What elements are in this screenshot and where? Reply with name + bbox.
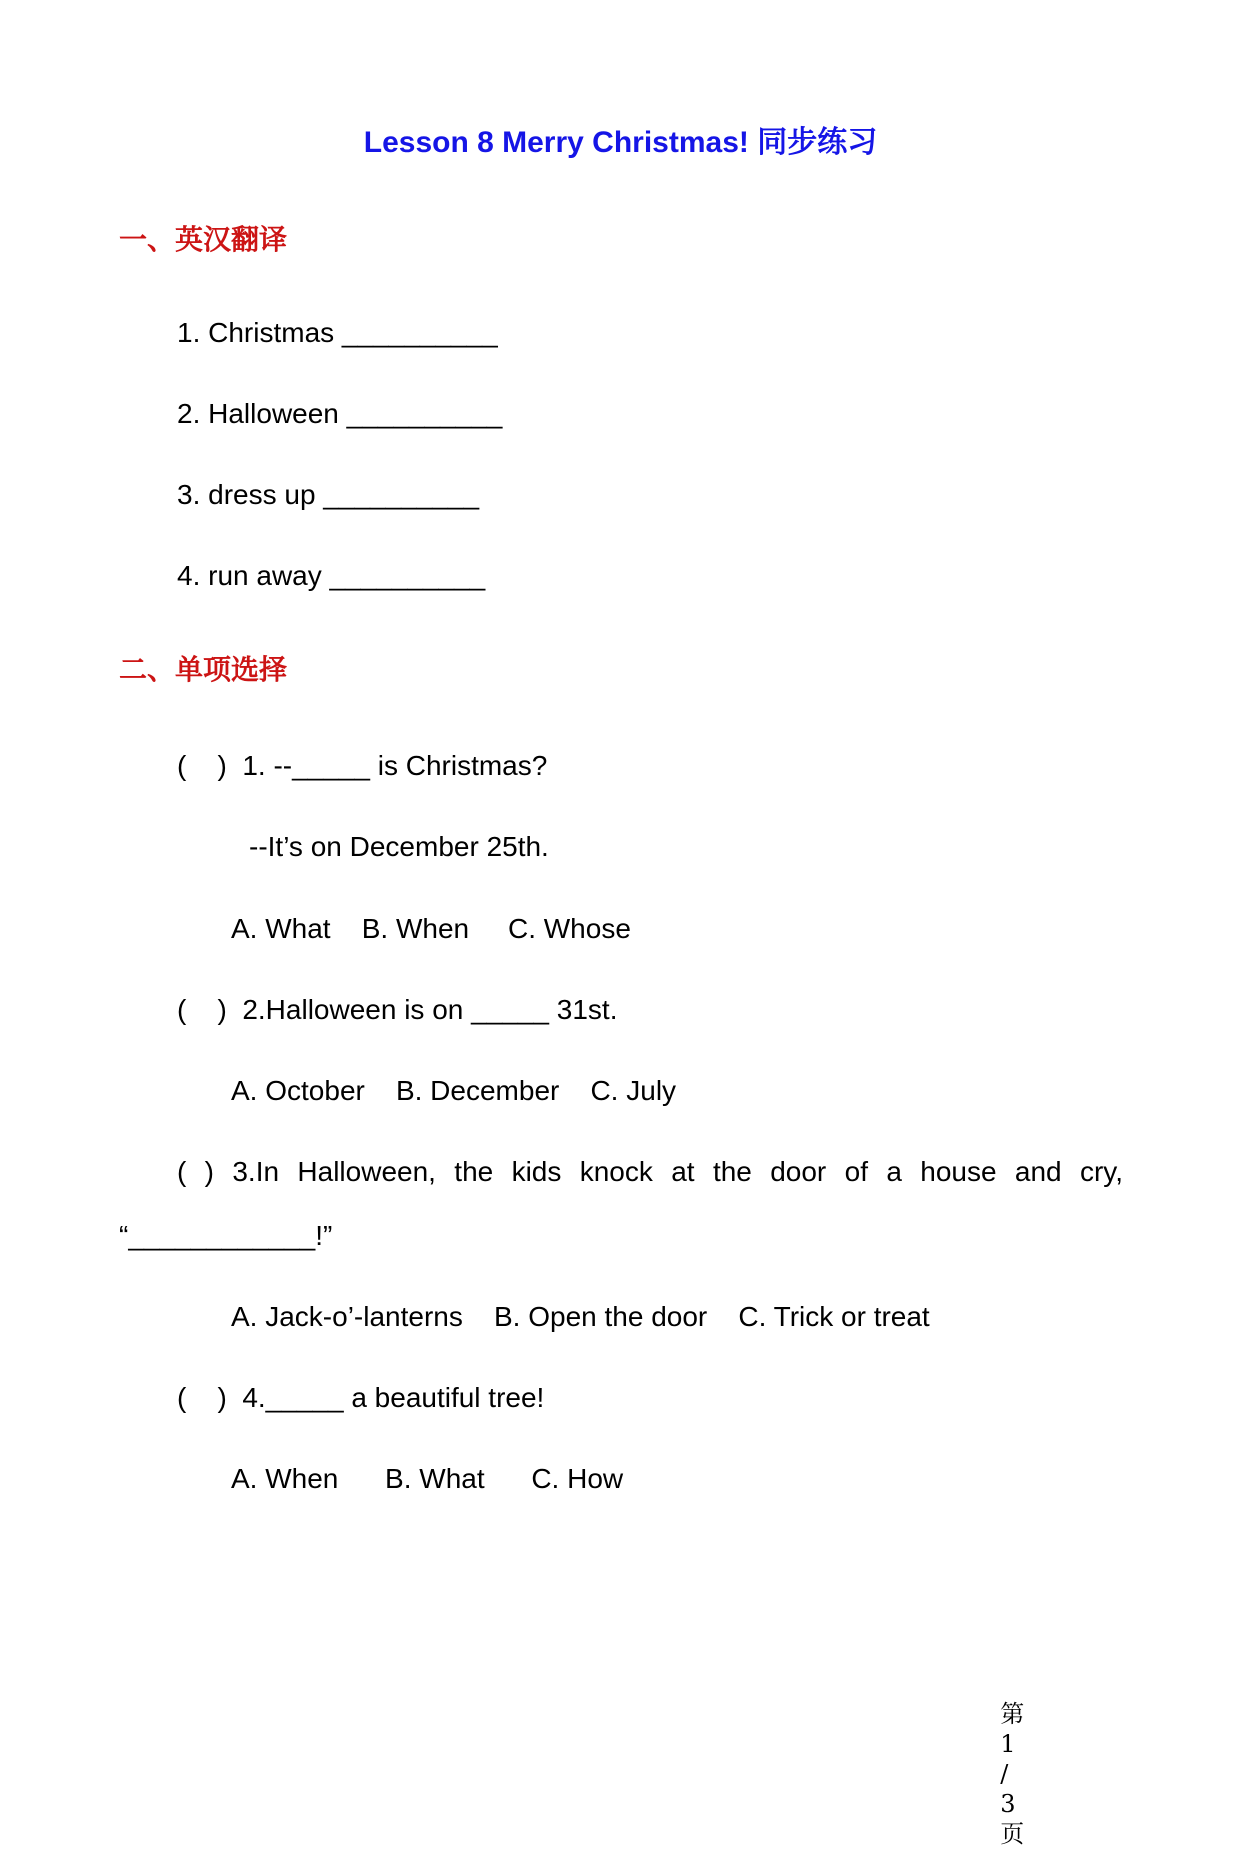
footer-current-page: 1	[1000, 1730, 1016, 1758]
section-heading-choice: 二、单项选择	[119, 653, 288, 686]
footer-total-pages: 3	[1000, 1790, 1016, 1818]
question-4-options: A. When B. What C. How	[231, 1463, 624, 1494]
page-title: Lesson 8 Merry Christmas! 同步练习	[363, 126, 878, 159]
translation-item-3: 3. dress up __________	[177, 479, 480, 510]
question-3-options: A. Jack-o’-lanterns B. Open the door C. Trick or treat	[231, 1301, 930, 1332]
translation-item-4: 4. run away __________	[177, 560, 486, 591]
translation-item-2: 2. Halloween __________	[177, 398, 503, 429]
question-4-stem: ( ) 4._____ a beautiful tree!	[177, 1382, 545, 1413]
footer-label-pre: 第	[1000, 1700, 1025, 1728]
question-3-stem-continued: “____________!”	[119, 1220, 333, 1251]
page-footer	[985, 1669, 1024, 1849]
footer-label-post: 页	[1000, 1820, 1025, 1848]
question-1-options: A. What B. When C. Whose	[231, 913, 631, 944]
question-3-stem: ( ) 3.In Halloween, the kids knock at the door of a house and cry,	[177, 1156, 1123, 1187]
question-1-answer-line: --It’s on December 25th.	[249, 831, 549, 862]
question-1-stem: ( ) 1. --_____ is Christmas?	[177, 750, 548, 781]
question-2-options: A. October B. December C. July	[231, 1075, 677, 1106]
section-heading-translation: 一、英汉翻译	[119, 223, 288, 256]
question-2-stem: ( ) 2.Halloween is on _____ 31st.	[177, 994, 618, 1025]
footer-separator: /	[1000, 1760, 1009, 1788]
translation-item-1: 1. Christmas __________	[177, 317, 498, 348]
